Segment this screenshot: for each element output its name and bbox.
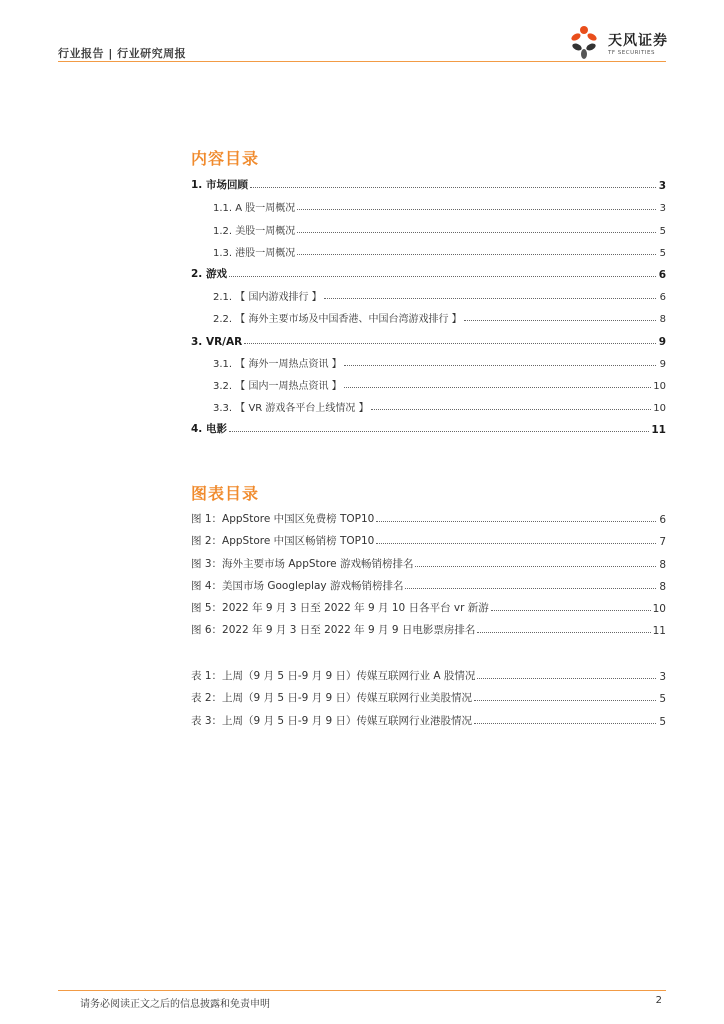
- footer-divider: [58, 990, 666, 991]
- table-entry[interactable]: 表 2：上周（9 月 5 日-9 月 9 日）传媒互联网行业美股情况 5: [191, 692, 666, 706]
- page-number: 2: [655, 995, 662, 1006]
- toc-title: 内容目录: [191, 149, 260, 168]
- toc-entry[interactable]: 1.1. A 股一周概况 3: [213, 203, 666, 215]
- toc-entry[interactable]: 3.3. 【 VR 游戏各平台上线情况 】 10: [213, 403, 666, 415]
- toc-entry[interactable]: 3. VR/AR 9: [191, 335, 666, 348]
- toc-entry[interactable]: 3.2. 【 国内一周热点资讯 】 10: [213, 380, 666, 392]
- table-entry[interactable]: 表 1：上周（9 月 5 日-9 月 9 日）传媒互联网行业 A 股情况 3: [191, 670, 666, 684]
- toc-entry[interactable]: 3.1. 【 海外一周热点资讯 】 9: [213, 358, 666, 370]
- disclaimer: 请务必阅读正文之后的信息披露和免责申明: [80, 999, 270, 1010]
- flower-logo-icon: [568, 24, 604, 60]
- logo-english-name: TF SECURITIES: [608, 50, 655, 56]
- toc-entry[interactable]: 2.2. 【 海外主要市场及中国香港、中国台湾游戏排行 】 8: [213, 314, 666, 326]
- report-type: 行业报告 | 行业研究周报: [58, 47, 187, 60]
- toc-entry[interactable]: 1. 市场回顾 3: [191, 179, 666, 193]
- figure-entry[interactable]: 图 6：2022 年 9 月 3 日至 2022 年 9 月 9 日电影票房排名 11: [191, 624, 666, 638]
- toc-entry[interactable]: 1.2. 美股一周概况 5: [213, 225, 666, 237]
- toc-entry[interactable]: 4. 电影 11: [191, 423, 666, 437]
- toc-entry[interactable]: 1.3. 港股一周概况 5: [213, 247, 666, 259]
- header-divider: [58, 61, 666, 62]
- figure-entry[interactable]: 图 5：2022 年 9 月 3 日至 2022 年 9 月 10 日各平台 vr 新游 10: [191, 601, 666, 615]
- figure-entry[interactable]: 图 4：美国市场 Googleplay 游戏畅销榜排名 8: [191, 579, 666, 593]
- figure-entry[interactable]: 图 3：海外主要市场 AppStore 游戏畅销榜排名 8: [191, 557, 666, 571]
- logo-chinese-name: 天风证券: [608, 33, 668, 49]
- tables-list: [191, 661, 666, 728]
- toc-entry[interactable]: 2. 游戏 6: [191, 267, 666, 281]
- toc-entry[interactable]: 2.1. 【 国内游戏排行 】 6: [213, 292, 666, 304]
- figure-entry[interactable]: 图 1：AppStore 中国区免费榜 TOP10 6: [191, 513, 666, 527]
- figures-list: [191, 504, 666, 637]
- table-entry[interactable]: 表 3：上周（9 月 5 日-9 月 9 日）传媒互联网行业港股情况 5: [191, 714, 666, 728]
- company-logo: [568, 24, 678, 62]
- figures-title: 图表目录: [191, 484, 260, 503]
- figure-entry[interactable]: 图 2：AppStore 中国区畅销榜 TOP10 7: [191, 535, 666, 549]
- toc-list: [191, 170, 666, 436]
